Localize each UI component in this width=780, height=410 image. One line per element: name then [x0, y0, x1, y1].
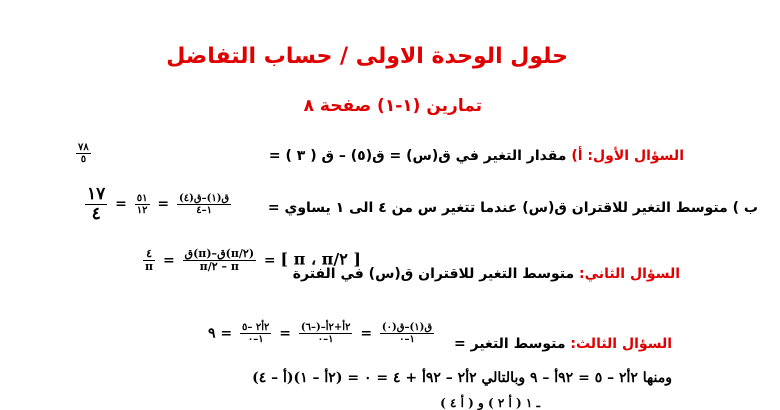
page-subtitle: تمارين (١-١) صفحة ٨	[303, 96, 482, 116]
q1b-difference-numerator: ق(١)–ق(٤)	[178, 192, 230, 204]
q3-equals-1: =	[360, 325, 373, 342]
q3-fraction-1-denominator: ١–٠	[399, 334, 415, 345]
q2-difference-numerator: ق(π)–ق(π/٢)	[184, 247, 255, 260]
q1b-result-fraction	[85, 185, 107, 223]
q2-difference-denominator: π/٢ – π	[199, 260, 239, 274]
q2-difference-fraction	[183, 248, 256, 273]
q3-equals-3: =	[220, 325, 233, 342]
q1b-difference-fraction	[177, 193, 231, 216]
q1-result-denominator: ٥	[80, 154, 87, 165]
q1b-result-numerator: ١٧	[87, 184, 106, 204]
q1b-equals-1: =	[157, 196, 170, 213]
q3-label: السؤال الثالث:	[570, 336, 672, 352]
q3-fraction-2-denominator: ١–٠	[317, 334, 334, 345]
q2-result-denominator: π	[145, 260, 154, 274]
q3-fraction-3-denominator: ١–٠	[247, 334, 264, 345]
q2-text: متوسط التغير للاقتران ق(س) في الفترة	[292, 266, 575, 282]
q2-equals-1: =	[162, 252, 175, 269]
q1-result	[73, 142, 94, 165]
q1b-line	[268, 200, 758, 216]
q1-result-fraction	[76, 142, 91, 165]
q1b-equals-2: =	[115, 196, 127, 213]
q3-fraction-1-numerator: ق(١)–ق(٠)	[381, 322, 433, 333]
q3-text: متوسط التغير =	[454, 336, 566, 352]
q1b-simplified-denominator: ١٢	[136, 204, 148, 216]
q3-fraction-2	[299, 322, 353, 345]
q1b-label: ب )	[732, 200, 758, 216]
q2-result-fraction	[143, 248, 155, 273]
q3-equals-2: =	[279, 325, 292, 342]
q1b-simplified-fraction	[135, 193, 150, 216]
q3-result: ٩	[208, 325, 216, 342]
q1b-text: متوسط التغير للاقتران ق(س) عندما تتغير س من ٤ الى ١ يساوي =	[267, 200, 728, 216]
q1b-simplified-numerator: ٥١	[136, 192, 148, 204]
page-title: حلول الوحدة الاولى / حساب التفاضل	[166, 44, 568, 69]
q1b-difference-denominator: ١–٤	[196, 204, 212, 216]
q1-text: مقدار التغير في ق(س) = ق(٥) – ق ( ٣ ) =	[268, 148, 567, 164]
q2-equals-0: =	[263, 252, 276, 269]
q1b-result-denominator: ٤	[91, 203, 101, 224]
q2-result-numerator: ٤	[143, 248, 155, 261]
q3-math	[208, 322, 437, 345]
q3-line-2: ومنها ٢أ٢ – ٥ = ٩٢أ – ٩ وبالتالي ٢أ٢ – ٩٢أ + ٤ = ٠ = (٢أ – ١)(أ – ٤)	[252, 370, 672, 386]
q1-label: السؤال الأول: أ)	[571, 148, 684, 164]
q2-interval: [ π ، π/٢ ]	[280, 249, 361, 269]
q2-math	[140, 248, 361, 273]
q3-fraction-1	[380, 322, 434, 345]
q1-result-numerator: ٧٨	[78, 142, 89, 153]
q3-line-3: ـ ١ ( أ ٢ ) و ( أ ٤ )	[440, 396, 540, 410]
q3-fraction-3	[240, 322, 271, 345]
q1b-math	[82, 185, 234, 223]
q1-line	[269, 148, 684, 164]
q3-fraction-3-numerator: ٢أ٢ –٥	[242, 322, 270, 333]
q2-label: السؤال الثاني:	[579, 266, 680, 282]
q3-fraction-2-numerator: ٢أ+٢أ–(–٦)	[300, 322, 351, 333]
q3-line	[454, 336, 672, 352]
